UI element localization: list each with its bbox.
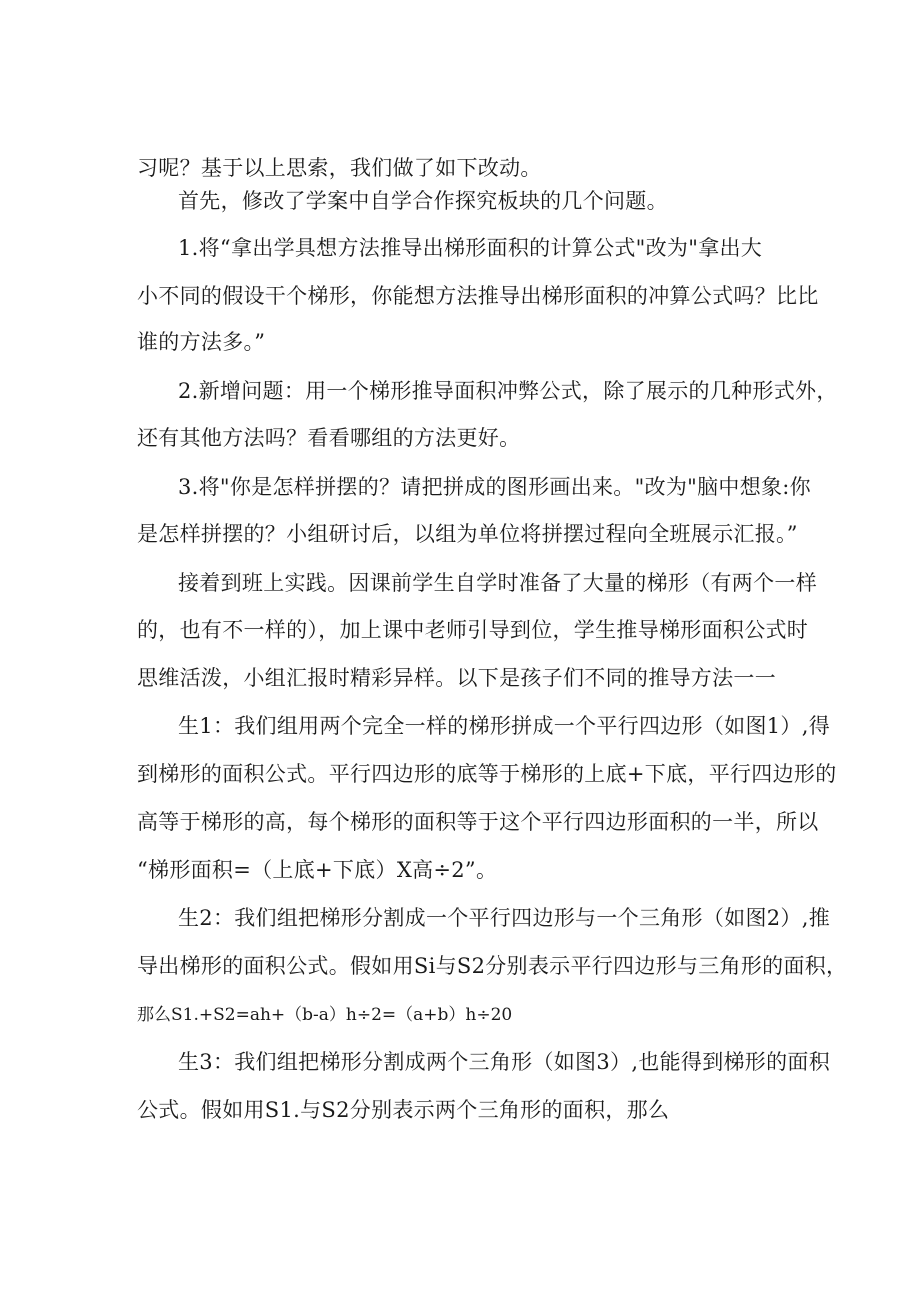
text-line: 高等于梯形的高，每个梯形的面积等于这个平行四边形面积的一半，所以: [137, 810, 819, 834]
text-line: 习呢？基于以上思索，我们做了如下改动。: [137, 156, 542, 180]
text-line: 思维活泼，小组汇报时精彩异样。以下是孩子们不同的推导方法一一: [137, 666, 776, 690]
text-line: 的，也有不一样的），加上课中老师引导到位，学生推导梯形面积公式时: [137, 618, 809, 642]
text-line: 接着到班上实践。因课前学生自学时准备了大量的梯形（有两个一样: [178, 571, 817, 595]
formula-line: 那么S1.+S2=ah+（b-a）h÷2=（a+b）h÷20: [137, 1005, 513, 1025]
text-line: 到梯形的面积公式。平行四边形的底等于梯形的上底+下底，平行四边形的: [137, 762, 837, 786]
text-line: 导出梯形的面积公式。假如用Si与S2分别表示平行四边形与三角形的面积，: [137, 954, 848, 978]
text-line: 生2：我们组把梯形分割成一个平行四边形与一个三角形（如图2）,推: [178, 906, 830, 930]
text-line: “梯形面积=（上底+下底）X高÷2”。: [137, 858, 498, 882]
text-line: 谁的方法多。”: [137, 330, 266, 354]
text-line: 是怎样拼摆的？小组研讨后，以组为单位将拼摆过程向全班展示汇报。”: [137, 522, 798, 546]
text-line: 公式。假如用S1.与S2分别表示两个三角形的面积，那么: [137, 1098, 670, 1122]
text-line: 3.将"你是怎样拼摆的？请把拼成的图形画出来。"改为"脑中想象:你: [178, 475, 811, 499]
text-line: 首先，修改了学案中自学合作探究板块的几个问题。: [178, 189, 668, 213]
text-line: 小不同的假设干个梯形，你能想方法推导出梯形面积的冲算公式吗？比比: [137, 284, 819, 308]
text-line: 1.将“拿出学具想方法推导出梯形面积的计算公式"改为"拿出大: [178, 236, 763, 260]
text-line: 2.新增问题：用一个梯形推导面积冲弊公式，除了展示的几种形式外，: [178, 379, 838, 403]
text-line: 生3：我们组把梯形分割成两个三角形（如图3）,也能得到梯形的面积: [178, 1050, 830, 1074]
text-line: 还有其他方法吗？看看哪组的方法更好。: [137, 426, 521, 450]
text-line: 生1：我们组用两个完全一样的梯形拼成一个平行四边形（如图1）,得: [178, 714, 830, 738]
